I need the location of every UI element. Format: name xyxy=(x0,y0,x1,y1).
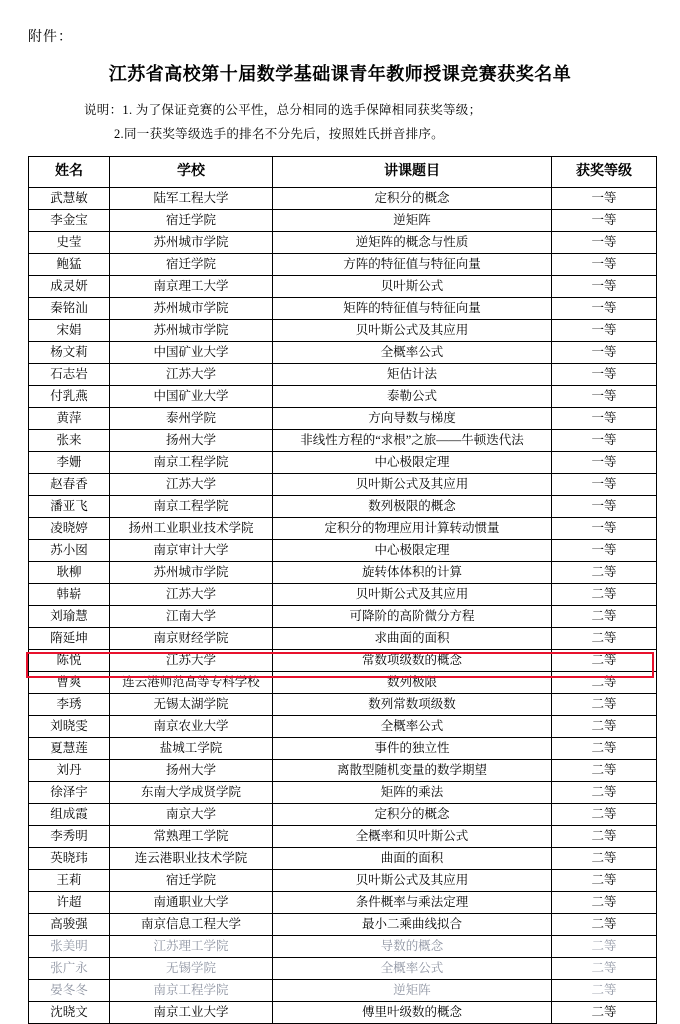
cell-level: 一等 xyxy=(552,408,657,430)
table-row xyxy=(29,716,657,738)
cell-name: 高骏强 xyxy=(29,914,110,936)
cell-level: 二等 xyxy=(552,870,657,892)
column-header-topic: 讲课题目 xyxy=(273,157,552,188)
table-row xyxy=(29,408,657,430)
cell-name: 潘亚飞 xyxy=(29,496,110,518)
table-row xyxy=(29,386,657,408)
cell-level: 一等 xyxy=(552,518,657,540)
cell-name: 秦铭汕 xyxy=(29,298,110,320)
cell-level: 一等 xyxy=(552,254,657,276)
cell-name: 宋娟 xyxy=(29,320,110,342)
table-row xyxy=(29,584,657,606)
cell-name: 石志岩 xyxy=(29,364,110,386)
cell-topic: 定积分的物理应用计算转动惯量 xyxy=(273,518,552,540)
cell-level: 二等 xyxy=(552,628,657,650)
cell-topic: 离散型随机变量的数学期望 xyxy=(273,760,552,782)
cell-name: 刘瑜慧 xyxy=(29,606,110,628)
table-row xyxy=(29,936,657,958)
cell-school: 南京工程学院 xyxy=(110,496,273,518)
cell-name: 王莉 xyxy=(29,870,110,892)
cell-school: 扬州大学 xyxy=(110,430,273,452)
cell-level: 二等 xyxy=(552,782,657,804)
cell-school: 江苏大学 xyxy=(110,364,273,386)
table-row xyxy=(29,892,657,914)
cell-name: 刘丹 xyxy=(29,760,110,782)
cell-name: 沈晓文 xyxy=(29,1002,110,1024)
cell-name: 李姗 xyxy=(29,452,110,474)
cell-level: 二等 xyxy=(552,936,657,958)
table-row xyxy=(29,848,657,870)
cell-topic: 矩阵的乘法 xyxy=(273,782,552,804)
cell-school: 常熟理工学院 xyxy=(110,826,273,848)
cell-name: 李秀明 xyxy=(29,826,110,848)
cell-topic: 泰勒公式 xyxy=(273,386,552,408)
table-row xyxy=(29,232,657,254)
cell-name: 武慧敏 xyxy=(29,188,110,210)
column-header-school: 学校 xyxy=(110,157,273,188)
cell-name: 凌晓婷 xyxy=(29,518,110,540)
cell-topic: 条件概率与乘法定理 xyxy=(273,892,552,914)
table-row xyxy=(29,804,657,826)
cell-level: 二等 xyxy=(552,672,657,694)
cell-school: 南京信息工程大学 xyxy=(110,914,273,936)
cell-level: 二等 xyxy=(552,980,657,1002)
cell-school: 苏州城市学院 xyxy=(110,562,273,584)
cell-name: 夏慧莲 xyxy=(29,738,110,760)
table-row xyxy=(29,474,657,496)
table-row xyxy=(29,958,657,980)
cell-name: 隋延坤 xyxy=(29,628,110,650)
cell-school: 盐城工学院 xyxy=(110,738,273,760)
cell-topic: 数列常数项级数 xyxy=(273,694,552,716)
cell-school: 江南大学 xyxy=(110,606,273,628)
cell-school: 陆军工程大学 xyxy=(110,188,273,210)
cell-level: 一等 xyxy=(552,496,657,518)
cell-school: 江苏大学 xyxy=(110,474,273,496)
cell-topic: 求曲面的面积 xyxy=(273,628,552,650)
note-line-1: 说明：1. 为了保证竞赛的公平性，总分相同的选手保障相同获奖等级； xyxy=(84,103,482,117)
table-row xyxy=(29,320,657,342)
cell-level: 二等 xyxy=(552,804,657,826)
table-row xyxy=(29,980,657,1002)
cell-name: 耿柳 xyxy=(29,562,110,584)
cell-topic: 定积分的概念 xyxy=(273,804,552,826)
cell-topic: 矩估计法 xyxy=(273,364,552,386)
cell-name: 张美明 xyxy=(29,936,110,958)
table-body xyxy=(29,188,657,1024)
cell-school: 南京大学 xyxy=(110,804,273,826)
cell-topic: 全概率公式 xyxy=(273,958,552,980)
cell-level: 二等 xyxy=(552,738,657,760)
cell-topic: 数列极限的概念 xyxy=(273,496,552,518)
cell-topic: 曲面的面积 xyxy=(273,848,552,870)
table-row xyxy=(29,276,657,298)
cell-school: 南京工程学院 xyxy=(110,980,273,1002)
cell-name: 杨文莉 xyxy=(29,342,110,364)
cell-level: 二等 xyxy=(552,892,657,914)
table-row xyxy=(29,452,657,474)
cell-level: 二等 xyxy=(552,562,657,584)
table-row xyxy=(29,518,657,540)
cell-name: 刘晓雯 xyxy=(29,716,110,738)
table-row xyxy=(29,606,657,628)
cell-name: 英晓玮 xyxy=(29,848,110,870)
table-row xyxy=(29,540,657,562)
cell-level: 二等 xyxy=(552,1002,657,1024)
cell-school: 中国矿业大学 xyxy=(110,386,273,408)
cell-level: 一等 xyxy=(552,540,657,562)
cell-school: 扬州工业职业技术学院 xyxy=(110,518,273,540)
table-row xyxy=(29,870,657,892)
cell-topic: 最小二乘曲线拟合 xyxy=(273,914,552,936)
cell-name: 曹爽 xyxy=(29,672,110,694)
cell-level: 二等 xyxy=(552,584,657,606)
cell-school: 宿迁学院 xyxy=(110,870,273,892)
cell-level: 二等 xyxy=(552,958,657,980)
cell-name: 鲍猛 xyxy=(29,254,110,276)
cell-school: 南京财经学院 xyxy=(110,628,273,650)
cell-level: 一等 xyxy=(552,232,657,254)
attachment-label: 附件： xyxy=(28,30,73,45)
cell-school: 江苏理工学院 xyxy=(110,936,273,958)
cell-name: 成灵妍 xyxy=(29,276,110,298)
table-row xyxy=(29,364,657,386)
cell-school: 江苏大学 xyxy=(110,584,273,606)
cell-school: 南京工程学院 xyxy=(110,452,273,474)
cell-level: 一等 xyxy=(552,430,657,452)
table-row xyxy=(29,738,657,760)
table-row xyxy=(29,760,657,782)
cell-school: 宿迁学院 xyxy=(110,254,273,276)
cell-name: 组成霞 xyxy=(29,804,110,826)
cell-name: 韩崭 xyxy=(29,584,110,606)
cell-topic: 定积分的概念 xyxy=(273,188,552,210)
table-row xyxy=(29,298,657,320)
cell-school: 扬州大学 xyxy=(110,760,273,782)
cell-name: 张来 xyxy=(29,430,110,452)
cell-school: 南京工业大学 xyxy=(110,1002,273,1024)
cell-school: 苏州城市学院 xyxy=(110,232,273,254)
table-row xyxy=(29,672,657,694)
cell-school: 中国矿业大学 xyxy=(110,342,273,364)
cell-school: 连云港职业技术学院 xyxy=(110,848,273,870)
cell-name: 付乳燕 xyxy=(29,386,110,408)
cell-level: 一等 xyxy=(552,452,657,474)
cell-level: 一等 xyxy=(552,276,657,298)
cell-level: 二等 xyxy=(552,650,657,672)
table-row xyxy=(29,496,657,518)
cell-level: 二等 xyxy=(552,826,657,848)
cell-level: 一等 xyxy=(552,188,657,210)
cell-level: 二等 xyxy=(552,760,657,782)
cell-level: 一等 xyxy=(552,320,657,342)
cell-name: 苏小囡 xyxy=(29,540,110,562)
column-header-level: 获奖等级 xyxy=(552,157,657,188)
cell-level: 一等 xyxy=(552,342,657,364)
cell-topic: 贝叶斯公式及其应用 xyxy=(273,584,552,606)
cell-topic: 傅里叶级数的概念 xyxy=(273,1002,552,1024)
table-row xyxy=(29,562,657,584)
cell-name: 李金宝 xyxy=(29,210,110,232)
cell-topic: 数列极限 xyxy=(273,672,552,694)
cell-school: 无锡学院 xyxy=(110,958,273,980)
table-row xyxy=(29,254,657,276)
cell-topic: 方向导数与梯度 xyxy=(273,408,552,430)
cell-school: 南京农业大学 xyxy=(110,716,273,738)
cell-topic: 中心极限定理 xyxy=(273,540,552,562)
table-row xyxy=(29,188,657,210)
cell-name: 史莹 xyxy=(29,232,110,254)
cell-topic: 导数的概念 xyxy=(273,936,552,958)
cell-level: 二等 xyxy=(552,848,657,870)
table-row xyxy=(29,342,657,364)
table-header-row xyxy=(29,157,657,188)
cell-school: 苏州城市学院 xyxy=(110,320,273,342)
column-header-name: 姓名 xyxy=(29,157,110,188)
table-row xyxy=(29,650,657,672)
table-row xyxy=(29,782,657,804)
cell-topic: 全概率和贝叶斯公式 xyxy=(273,826,552,848)
table-row xyxy=(29,914,657,936)
cell-school: 南京审计大学 xyxy=(110,540,273,562)
cell-topic: 中心极限定理 xyxy=(273,452,552,474)
cell-topic: 全概率公式 xyxy=(273,342,552,364)
cell-topic: 贝叶斯公式及其应用 xyxy=(273,320,552,342)
cell-topic: 常数项级数的概念 xyxy=(273,650,552,672)
cell-level: 一等 xyxy=(552,210,657,232)
cell-name: 赵春香 xyxy=(29,474,110,496)
cell-topic: 事件的独立性 xyxy=(273,738,552,760)
cell-school: 宿迁学院 xyxy=(110,210,273,232)
cell-name: 张广永 xyxy=(29,958,110,980)
cell-topic: 旋转体体积的计算 xyxy=(273,562,552,584)
cell-name: 陈悦 xyxy=(29,650,110,672)
cell-level: 一等 xyxy=(552,364,657,386)
cell-topic: 逆矩阵 xyxy=(273,980,552,1002)
cell-name: 李琇 xyxy=(29,694,110,716)
cell-topic: 逆矩阵的概念与性质 xyxy=(273,232,552,254)
cell-topic: 可降阶的高阶微分方程 xyxy=(273,606,552,628)
cell-topic: 贝叶斯公式及其应用 xyxy=(273,474,552,496)
award-list-table xyxy=(28,156,657,1024)
table-row xyxy=(29,628,657,650)
table-header xyxy=(29,157,657,188)
cell-topic: 贝叶斯公式 xyxy=(273,276,552,298)
cell-level: 一等 xyxy=(552,298,657,320)
cell-school: 连云港师范高等专科学校 xyxy=(110,672,273,694)
cell-topic: 方阵的特征值与特征向量 xyxy=(273,254,552,276)
cell-level: 二等 xyxy=(552,716,657,738)
table-row xyxy=(29,1002,657,1024)
cell-level: 二等 xyxy=(552,914,657,936)
page-title: 江苏省高校第十届数学基础课青年教师授课竞赛获奖名单 xyxy=(108,64,572,84)
cell-school: 南通职业大学 xyxy=(110,892,273,914)
table-row xyxy=(29,694,657,716)
cell-topic: 矩阵的特征值与特征向量 xyxy=(273,298,552,320)
cell-name: 晏冬冬 xyxy=(29,980,110,1002)
cell-topic: 贝叶斯公式及其应用 xyxy=(273,870,552,892)
cell-level: 一等 xyxy=(552,474,657,496)
cell-school: 苏州城市学院 xyxy=(110,298,273,320)
cell-school: 江苏大学 xyxy=(110,650,273,672)
cell-school: 泰州学院 xyxy=(110,408,273,430)
cell-level: 二等 xyxy=(552,694,657,716)
table-row xyxy=(29,430,657,452)
table-row xyxy=(29,826,657,848)
cell-topic: 逆矩阵 xyxy=(273,210,552,232)
cell-school: 无锡太湖学院 xyxy=(110,694,273,716)
cell-name: 黄萍 xyxy=(29,408,110,430)
cell-topic: 非线性方程的“求根”之旅——牛顿迭代法 xyxy=(273,430,552,452)
cell-topic: 全概率公式 xyxy=(273,716,552,738)
cell-name: 徐泽宇 xyxy=(29,782,110,804)
cell-school: 南京理工大学 xyxy=(110,276,273,298)
cell-level: 二等 xyxy=(552,606,657,628)
cell-level: 一等 xyxy=(552,386,657,408)
table-row xyxy=(29,210,657,232)
cell-name: 许超 xyxy=(29,892,110,914)
note-line-2: 2.同一获奖等级选手的排名不分先后，按照姓氏拼音排序。 xyxy=(114,127,444,141)
cell-school: 东南大学成贤学院 xyxy=(110,782,273,804)
